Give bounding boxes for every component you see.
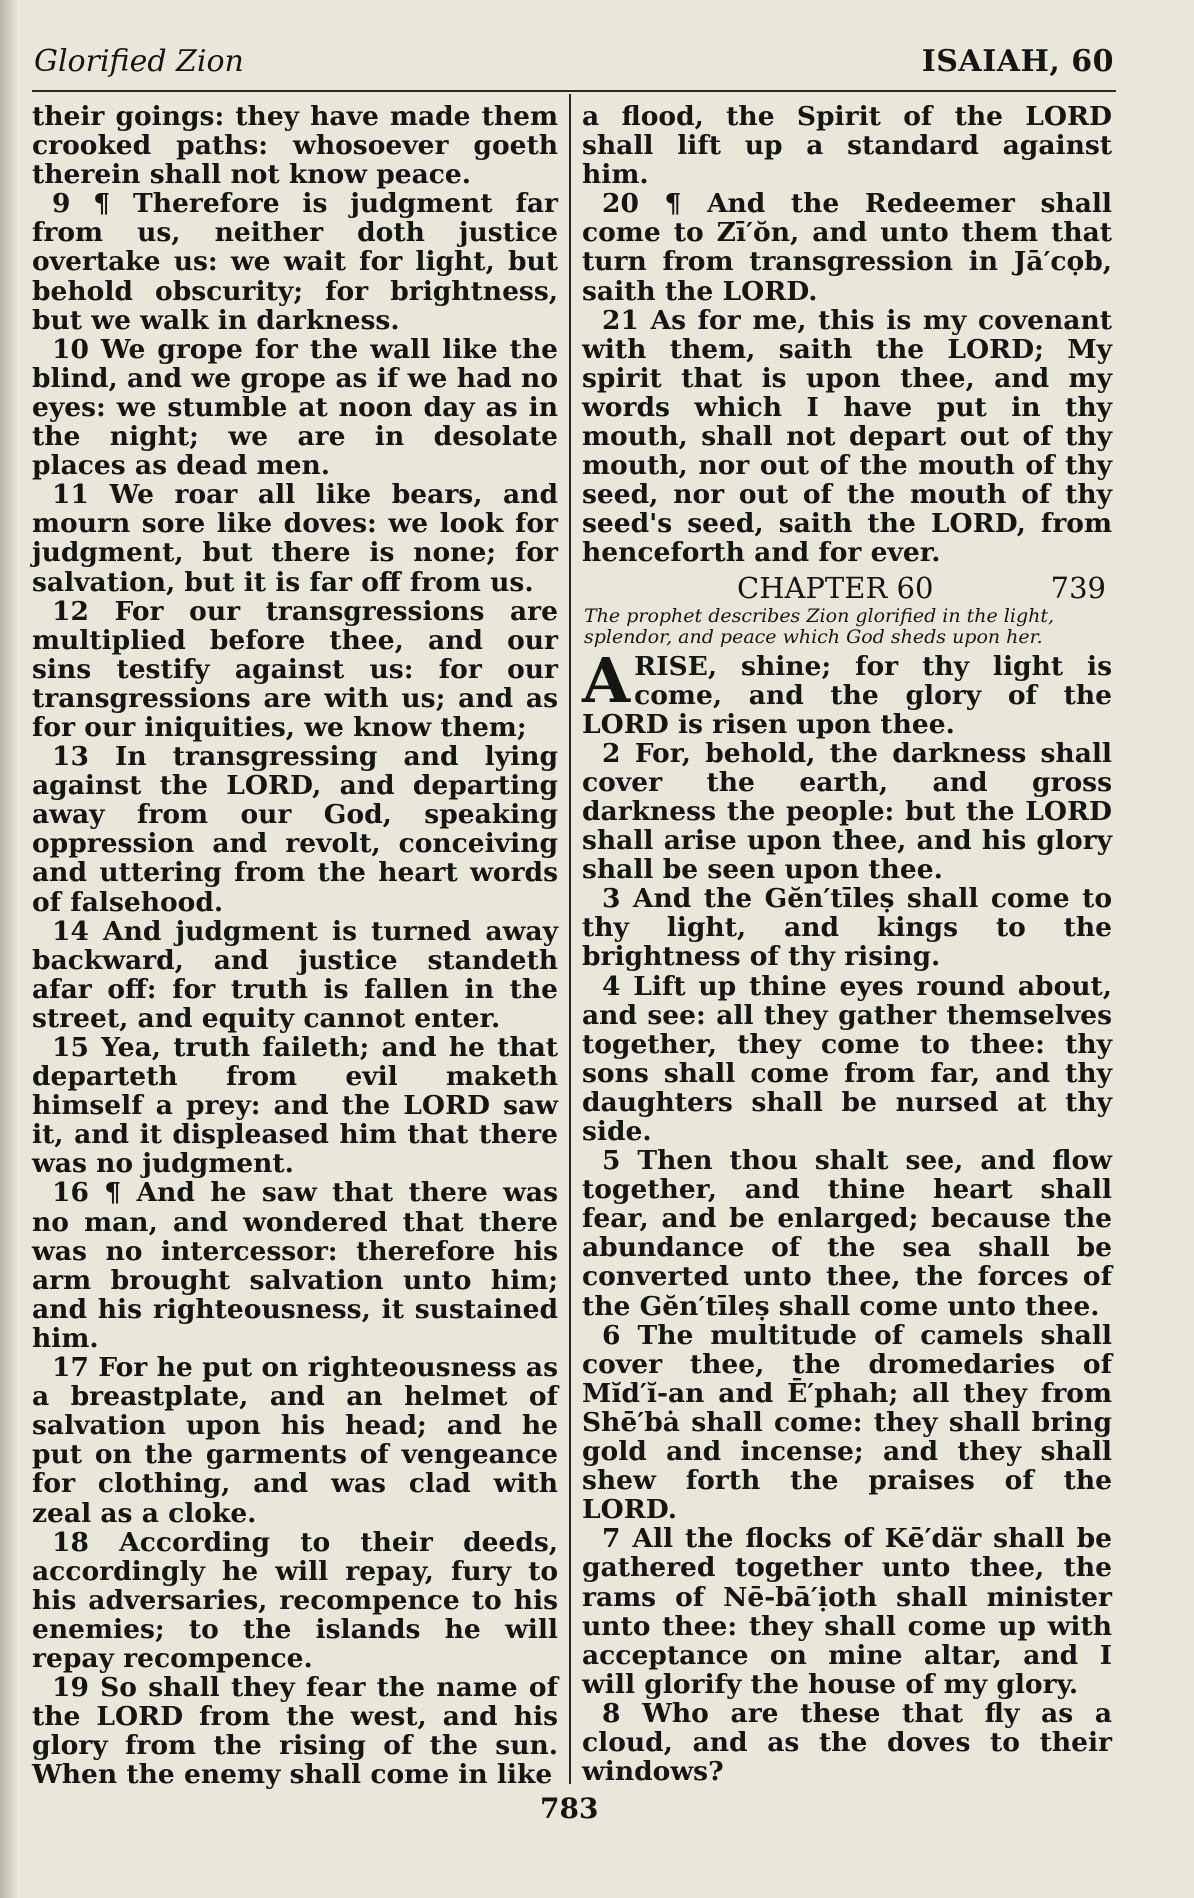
verse: 9 ¶ Therefore is judgment far from us, neither doth justice overtake us: we wait for light, but behold obscurity; for brightness, but we walk in darkness. [32,188,558,336]
page-header [34,40,1114,84]
verse: 5 Then thou shalt see, and flow together, and thine heart shall fear, and be enlarged; because the abundance of the sea shall be converted unto thee, the forces of the Gĕn′tīleṣ shall come unto thee. [582,1145,1112,1322]
verse: 7 All the flocks of Kē′där shall be gathered together unto thee, the rams of Nē-bā′ịoth shall minister unto thee: they shall come up with acceptance on mine altar, and I will glorify the house of my glory. [582,1523,1112,1700]
verse: a flood, the Spirit of the LORD shall lift up a standard against him. [582,101,1112,191]
chapter-heading [582,570,1112,605]
verse: 17 For he put on righteousness as a breastplate, and an helmet of salvation upon his head; and he put on the garments of vengeance for clothing, and was clad with zeal as a cloke. [32,1352,558,1529]
verse-first-text: RISE, shine; for thy light is come, and the glory of the LORD is risen upon thee. [582,650,1112,740]
verse: 11 We roar all like bears, and mourn sore like doves: we look for judgment, but there is none; for salvation, but it is far off from us. [32,479,558,598]
section-title: Glorified Zion [34,44,244,79]
chapter-number: 739 [1050,570,1106,605]
verse: their goings: they have made them crooked paths: whosoever goeth therein shall not know peace. [32,101,558,191]
verse: 4 Lift up thine eyes round about, and see: all they gather themselves together, they come to thee: thy sons shall come from far, and thy daughters shall be nursed at thy side. [582,970,1112,1147]
verse: 21 As for me, this is my covenant with them, saith the LORD; My spirit that is upon thee, and my words which I have put in thy mouth, shall not depart out of thy mouth, nor out of the mouth of thy seed, nor out of the mouth of thy seed's seed, saith the LORD, from henceforth and for ever. [582,304,1112,569]
book-chapter-title: ISAIAH, 60 [921,44,1114,79]
drop-cap: A [582,643,631,717]
page-number: 783 [540,1792,599,1825]
left-column [32,102,558,1789]
verse: 3 And the Gĕn′tīleṣ shall come to thy light, and kings to the brightness of thy rising. [582,883,1112,973]
verse: 16 ¶ And he saw that there was no man, and wondered that there was no intercessor: therefore his arm brought salvation unto him; and his righteousness, it sustained him. [32,1177,558,1354]
chapter-summary: The prophet describes Zion glorified in the light, splendor, and peace which God sheds upon her. [584,604,1055,648]
column-divider [569,94,571,1784]
verse: 20 ¶ And the Redeemer shall come to Zī′ŏn, and unto them that turn from transgression in Jā′cọb, saith the LORD. [582,188,1112,307]
verse: 6 The multitude of camels shall cover thee, the dromedaries of Mĭd′ĭ-an and Ē′phah; all they from Shē′bȧ shall come: they shall bring gold and incense; and they shall shew forth the praises of the LORD. [582,1319,1112,1526]
right-column [582,102,1112,1786]
verse: 13 In transgressing and lying against the LORD, and departing away from our God, speaking oppression and revolt, conceiving and uttering from the heart words of falsehood. [32,741,558,918]
verse: 12 For our transgressions are multiplied before thee, and our sins testify against us: for our transgressions are with us; and as for our iniquities, we know them; [32,595,558,743]
verse: 14 And judgment is turned away backward, and justice standeth afar off: for truth is fallen in the street, and equity cannot enter. [32,915,558,1034]
verse-first [582,643,1112,740]
verse: 8 Who are these that fly as a cloud, and as the doves to their windows? [582,1697,1112,1788]
header-rule [32,90,1116,92]
verse: 2 For, behold, the darkness shall cover the earth, and gross darkness the people: but the LORD shall arise upon thee, and his glory shall be seen upon thee. [582,737,1112,886]
chapter-title: CHAPTER 60 [737,570,934,605]
verse: 15 Yea, truth faileth; and he that departeth from evil maketh himself a prey: and the LORD saw it, and it displeased him that there was no judgment. [32,1032,558,1180]
verse: 10 We grope for the wall like the blind, and we grope as if we had no eyes: we stumble at noon day as in the night; we are in desolate places as dead men. [32,333,558,482]
verse: 18 According to their deeds, accordingly he will repay, fury to his adversaries, recompence to his enemies; to the islands he will repay recompence. [32,1526,558,1674]
verse: 19 So shall they fear the name of the LORD from the west, and his glory from the rising of the sun. When the enemy shall come in like [32,1672,558,1791]
